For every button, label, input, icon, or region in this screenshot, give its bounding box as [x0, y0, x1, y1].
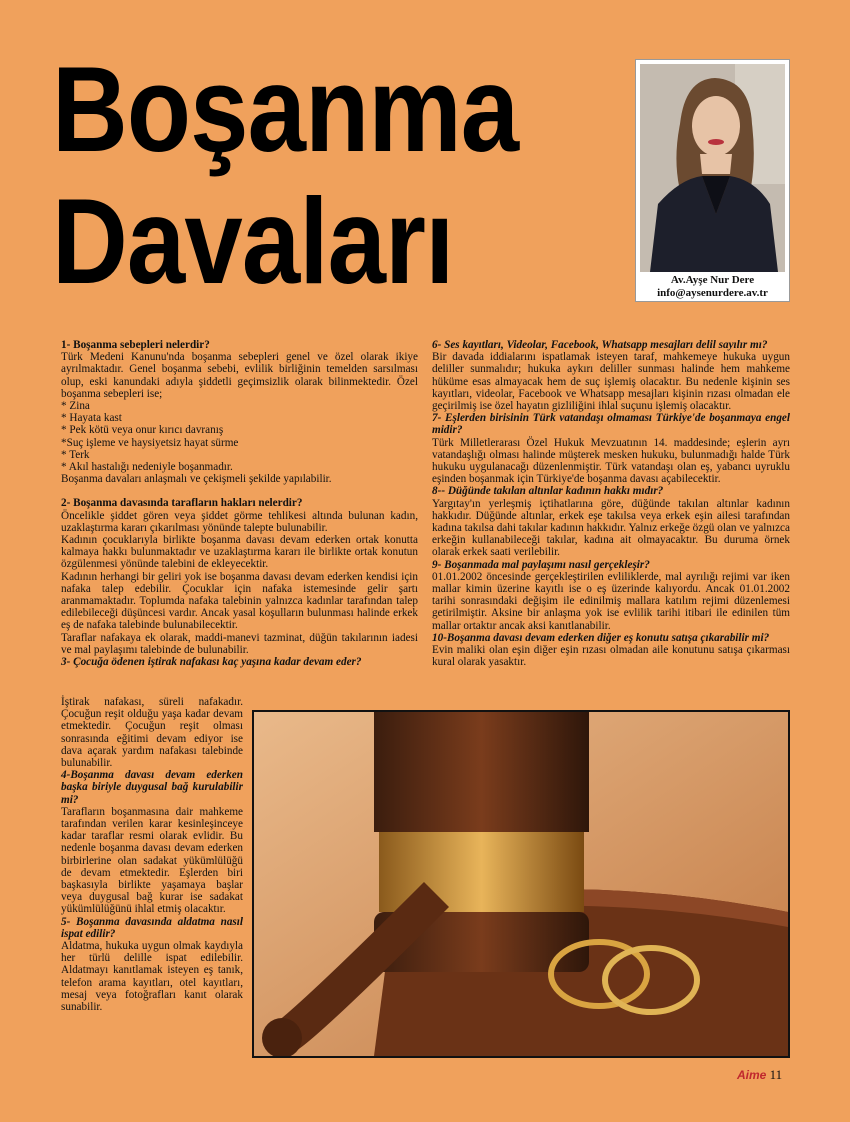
question-heading: 2- Boşanma davasında tarafların hakları nelerdir?	[61, 497, 303, 510]
question-heading: 1- Boşanma sebepleri nelerdir?	[61, 339, 210, 351]
paragraph: Türk Medeni Kanunu'nda boşanma sebepleri genel ve özel olarak ikiye ayrılmaktadır. Genel boşanma sebebi, evlilik birliğinin temelden sarsılması olup, eski kanundaki adıyla şiddetli geçimsizlik olarak bilinmektedir. Özel boşanma sebepleri ise;	[61, 351, 418, 400]
paragraph: * Pek kötü veya onur kırıcı davranış	[61, 424, 224, 437]
paragraph: Kadının herhangi bir geliri yok ise boşanma davası devam ederken kendisi için nafaka talep edebilir. Çocuklar için nafaka istemesinde gelir şartı aranmamaktadır. Toplumda nafaka talebinin yalnızca kadınlar tarafından talep edilebileceği düşüncesi vardır. Ancak yasal koşulların bulunması halinde erkek eş de nafaka talebinde bulunabilecektir.	[61, 570, 418, 632]
paragraph: Taraflar nafakaya ek olarak, maddi-manevi tazminat, düğün takılarının iadesi ve mal paylaşımı talebinde de bulunabilir.	[61, 631, 418, 656]
paragraph: 01.01.2002 öncesinde gerçekleştirilen evliliklerde, mal ayrılığı rejimi var iken mallar kimin üzerine kayıtlı ise o eş üzerinde kalıyordu. Ancak 01.01.2002 tarihi sonrasındaki değişim ile edinilmiş mallara katılım rejimi düzenlemesi getirilmiştir. Aksine bir anlaşma yok ise evlilik tarihi itibari ile edinilen tüm mallar ortaktır ancak aksi kanıtlanabilir.	[432, 570, 790, 632]
author-caption	[636, 274, 789, 300]
question-heading: 4-Boşanma davası devam ederken başka biriyle duygusal bağ kurulabilir mi?	[61, 769, 243, 806]
paragraph: Bir davada iddialarını ispatlamak isteyen taraf, mahkemeye hukuka uygun deliller sunmalıdır; hukuka aykırı deliller sunması halinde hem mahkeme hüküme esas almayacak hem de suç işlemiş olacaktır. Bu nedenle kişinin ses kayıtları, videolar, Facebook ve Whatsapp mesajları kişinin rızası olmadan ele geçirilmiş ise özel hayatın gizliliğini ihlal suçunu işlemiş olacaktır.	[432, 351, 790, 413]
question-heading: 6- Ses kayıtları, Videolar, Facebook, Whatsapp mesajları delil sayılır mı?	[432, 339, 768, 351]
paragraph: Öncelikle şiddet gören veya şiddet görme tehlikesi altında bulunan kadın, uzaklaştırma kararı çıkarılması yönünde talepte bulunabilir.	[61, 509, 418, 534]
question-heading: 8-- Düğünde takılan altınlar kadının hakkı mıdır?	[432, 485, 664, 498]
title-line-2: Davaları	[52, 173, 454, 309]
author-box	[635, 59, 790, 302]
paragraph: * Hayata kast	[61, 412, 122, 425]
question-heading: 3- Çocuğa ödenen iştirak nafakası kaç yaşına kadar devam eder?	[61, 656, 362, 669]
paragraph: *Suç işleme ve haysiyetsiz hayat sürme	[61, 436, 239, 449]
paragraph: * Terk	[61, 448, 90, 461]
page-footer	[737, 1067, 782, 1083]
column-right	[432, 339, 790, 668]
paragraph: * Zina	[61, 400, 90, 413]
paragraph: Aldatma, hukuka uygun olmak kaydıyla her türlü delille ispat edilebilir. Aldatmayı kanıtlamak isteyen eş tanık, telefon arama kayıtları, otel kayıtları, mesaj veya fotoğrafları kanıt olarak sunabilir.	[61, 940, 243, 1014]
spacer	[61, 485, 418, 497]
magazine-logo: Aime	[737, 1068, 767, 1082]
author-name: Av.Ayşe Nur Dere	[670, 274, 755, 286]
paragraph: Boşanma davaları anlaşmalı ve çekişmeli şekilde yapılabilir.	[61, 473, 332, 486]
page-number: 11	[769, 1067, 783, 1082]
author-photo	[640, 64, 785, 272]
column-left-top	[61, 339, 418, 668]
paragraph: Türk Milletlerarası Özel Hukuk Mevzuatının 14. maddesinde; eşlerin ayrı vatandaşlığı olması halinde müşterek mesken hukuku, bulunmadığı halde Türk hukuku uygulanacağı düzenlenmiştir. Türk vatandaşı olan eş, yabancı uyruklu eşinden boşanmak için Türkiye'de boşanma davası açabilecektir.	[432, 436, 790, 486]
paragraph: İştirak nafakası, süreli nafakadır. Çocuğun reşit olduğu yaşa kadar devam etmektedir. Çocuğun reşit olması sonrasında eğitimi devam ediyor ise dava açarak yardım nafakası talebinde bulunabilir.	[61, 696, 243, 770]
paragraph: * Akıl hastalığı nedeniyle boşanmadır.	[61, 461, 233, 474]
question-heading: 10-Boşanma davası devam ederken diğer eş konutu satışa çıkarabilir mi?	[432, 631, 770, 644]
question-heading: 9- Boşanmada mal paylaşımı nasıl gerçekleşir?	[432, 558, 650, 571]
title-line-1: Boşanma	[52, 41, 519, 177]
paragraph: Kadının çocuklarıyla birlikte boşanma davası devam ederken ortak konutta kalmaya hakkı bulunmaktadır ve uzaklaştırma kararı ile birlikte ortak konutun özgülenmesi yönünde talebini de ekleyecektir.	[61, 534, 418, 571]
paragraph: Evin maliki olan eşin diğer eşin rızası olmadan aile konutunu satışa çıkarması kural olarak yasaktır.	[432, 644, 790, 669]
paragraph: Yargıtay'ın yerleşmiş içtihatlarına göre, düğünde takılan altınlar kadının hakkıdır. Düğünde altınlar, erkek eşe takılsa veya erkek eşin ailesi tarafından kadına takılsa dahi takılar kadının hakkıdır. Yalnız erkeğe özgü olan ve yalnızca erkeğin kullanabileceği takılar, kadına ait olmayacaktır. Bu duruma örnek olarak erkek saati verilebilir.	[432, 497, 790, 559]
column-left-bottom	[61, 696, 243, 1013]
paragraph: Tarafların boşanmasına dair mahkeme tarafından verilen karar kesinleşinceye kadar taraflar resmi olarak evlidir. Bu nedenle boşanma davası devam ederken birbirlerine olan sadakat yükümlülüğü de devam etmektedir. Eşlerden biri başkasıyla birlikte yaşamaya başlar veya duygusal bağ kurar ise sadakat yükümlülüğünü ihlal etmiş olacaktır.	[61, 805, 243, 916]
question-heading: 5- Boşanma davasında aldatma nasıl ispat edilir?	[61, 915, 243, 940]
gavel-photo	[252, 710, 790, 1058]
question-heading: 7- Eşlerden birisinin Türk vatandaşı olmaması Türkiye'de boşanmaya engel midir?	[432, 412, 790, 437]
author-email: info@aysenurdere.av.tr	[657, 287, 768, 299]
